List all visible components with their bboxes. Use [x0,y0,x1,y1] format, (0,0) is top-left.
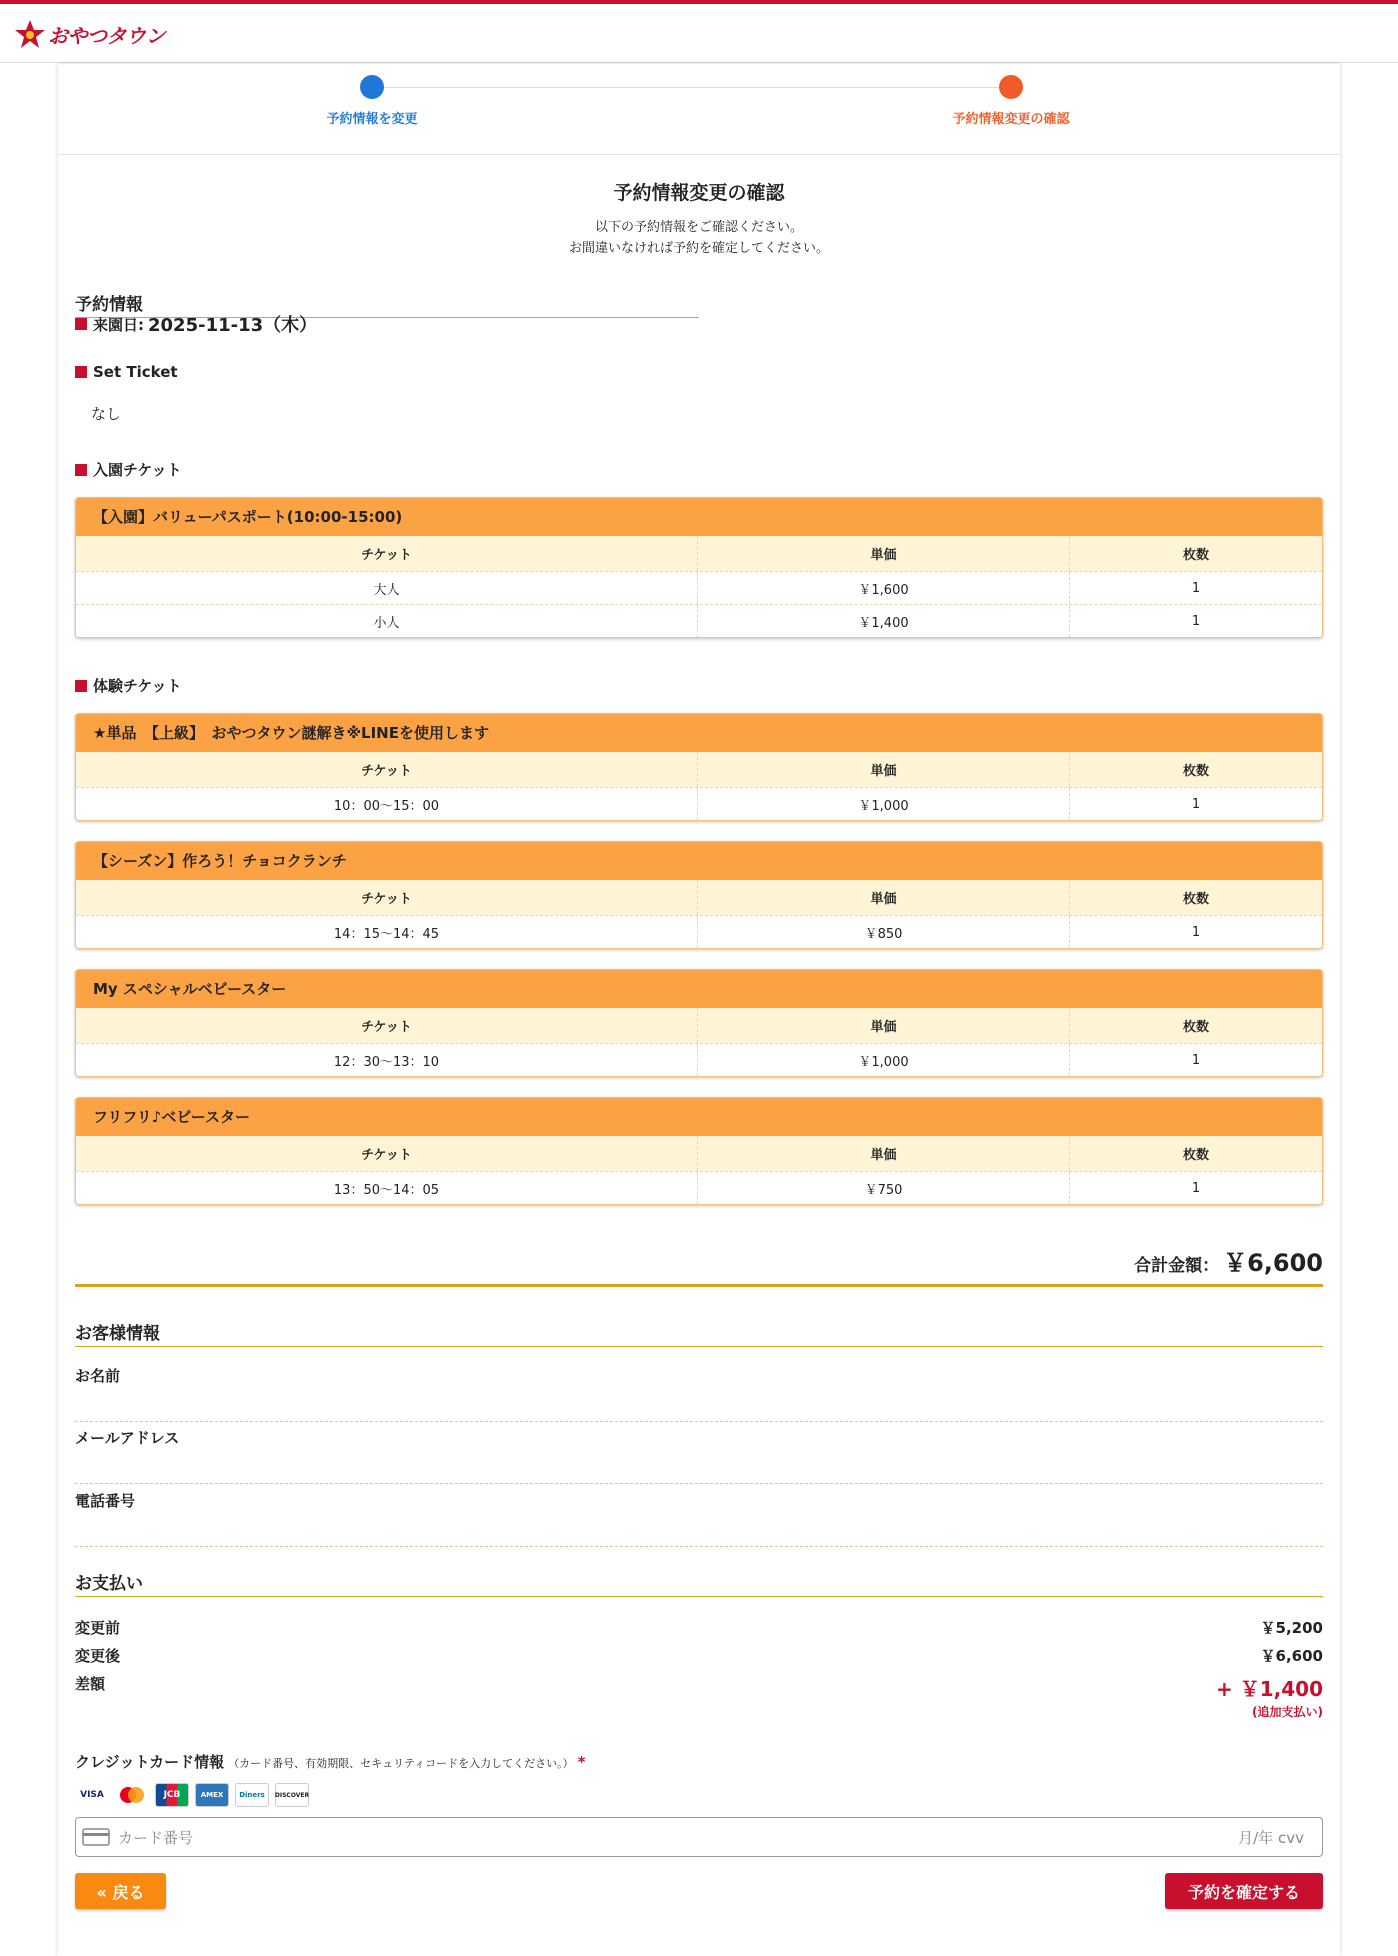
qty-cell: 1 [1191,580,1201,596]
bullet-square-icon [75,464,87,476]
set-ticket-label: Set Ticket [93,363,178,381]
price-cell: ￥750 [698,1172,1070,1204]
table-header-row [76,752,1322,787]
experience-table-4 [75,1097,1323,1205]
site-header [0,4,1398,63]
bullet-square-icon [75,680,87,692]
col-qty-header: 枚数 [1182,764,1209,779]
col-qty-header: 枚数 [1182,1020,1209,1035]
customer-heading: お客様情報 [75,1319,1323,1347]
price-cell: ￥1,000 [698,788,1070,820]
after-label: 変更後 [75,1647,121,1665]
phone-field [75,1490,1323,1547]
visit-date-value: 2025-11-13（木） [148,315,318,336]
total-label: 合計金額： [1134,1256,1220,1276]
subtitle-line-2: お間違いなければ予約を確定してください。 [568,241,829,256]
table-title: 【シーズン】作ろう！チョコクランチ [76,842,1322,880]
before-value: ￥5,200 [1260,1619,1323,1637]
payment-heading: お支払い [75,1569,1323,1597]
set-ticket-value: なし [91,405,122,423]
col-price-header: 単価 [698,1136,1070,1171]
table-title: My スペシャルベビースター [76,970,1322,1008]
qty-cell: 1 [1191,1180,1201,1196]
discover-icon: DISCOVER [275,1783,309,1807]
col-ticket-header: チケット [76,1008,698,1043]
ticket-cell: 14：15～14：45 [76,916,698,948]
diff-note: (追加支払い) [1252,1705,1323,1719]
qty-cell: 1 [1191,796,1201,812]
total-value: ￥6,600 [1223,1249,1323,1277]
ticket-cell: 12：30～13：10 [76,1044,698,1076]
credit-card-note: （カード番号、有効期限、セキュリティコードを入力してください。） [228,1757,574,1770]
step-2-label: 予約情報変更の確認 [952,112,1070,127]
step-connector [372,87,1012,88]
reservation-heading: 予約情報 [75,290,699,318]
entry-ticket-label: 入園チケット [93,461,182,479]
email-field [75,1427,1323,1484]
table-header-row [76,1008,1322,1043]
ticket-cell: 大人 [76,572,698,604]
star-logo-icon [14,18,46,50]
entry-ticket-row [75,459,182,480]
qty-cell: 1 [1191,613,1201,629]
visit-date-label: 来園日: [93,315,144,334]
expiry-cvv-placeholder[interactable]: 月/年 cvv [1238,1828,1304,1847]
table-row [76,571,1322,604]
back-button[interactable]: « 戻る [75,1873,166,1909]
credit-card-label [75,1751,585,1772]
col-ticket-header: チケット [76,1136,698,1171]
after-value: ￥6,600 [1260,1647,1323,1665]
bullet-square-icon [75,366,87,378]
table-row [76,1043,1322,1076]
col-qty-header: 枚数 [1182,548,1209,563]
before-change-row [75,1617,1323,1638]
brand-logo[interactable] [14,18,165,50]
required-mark: * [577,1753,586,1771]
ticket-cell: 小人 [76,605,698,637]
confirm-reservation-button[interactable]: 予約を確定する [1165,1873,1323,1909]
col-qty-header: 枚数 [1182,1148,1209,1163]
col-price-header: 単価 [698,752,1070,787]
table-row [76,915,1322,948]
price-cell: ￥1,000 [698,1044,1070,1076]
page-title: 予約情報変更の確認 [613,182,785,204]
visa-icon: VISA [75,1783,109,1807]
col-price-header: 単価 [698,880,1070,915]
table-header-row [76,880,1322,915]
col-price-header: 単価 [698,1008,1070,1043]
confirmation-panel [58,64,1340,1956]
experience-table-3 [75,969,1323,1077]
table-header-row [76,536,1322,571]
table-row [76,787,1322,820]
step-1-dot [360,75,384,99]
col-qty-header: 枚数 [1182,892,1209,907]
qty-cell: 1 [1191,924,1201,940]
jcb-icon: JCB [155,1783,189,1807]
table-header-row [76,1136,1322,1171]
table-row [76,604,1322,637]
qty-cell: 1 [1191,1052,1201,1068]
visit-date-row [75,311,317,337]
col-ticket-header: チケット [76,752,698,787]
step-1-label: 予約情報を変更 [326,112,418,127]
name-label: お名前 [75,1367,121,1385]
table-title: フリフリ♪ベビースター [76,1098,1322,1136]
mastercard-icon [115,1783,149,1807]
set-ticket-row [75,363,178,381]
bullet-square-icon [75,318,87,330]
subtitle-line-1: 以下の予約情報をご確認ください。 [594,220,803,235]
before-label: 変更前 [75,1619,121,1637]
difference-row [75,1673,1323,1723]
credit-card-title: クレジットカード情報 [75,1753,225,1771]
page-subtitle [75,217,1323,259]
col-ticket-header: チケット [76,880,698,915]
price-cell: ￥1,400 [698,605,1070,637]
brand-name: おやつタウン [48,23,165,48]
experience-table-1 [75,713,1323,821]
card-brand-list [75,1783,309,1807]
email-label: メールアドレス [75,1429,180,1447]
col-ticket-header: チケット [76,536,698,571]
table-title: 【入園】バリューパスポート(10:00-15:00) [76,498,1322,536]
price-cell: ￥1,600 [698,572,1070,604]
experience-ticket-row [75,675,182,696]
col-price-header: 単価 [698,536,1070,571]
table-title: ★単品 【上級】 おやつタウン謎解き※LINEを使用します [76,714,1322,752]
ticket-cell: 13：50～14：05 [76,1172,698,1204]
progress-steps [58,64,1340,155]
diners-icon: Diners [235,1783,269,1807]
credit-card-icon [82,1827,110,1847]
amex-icon: AMEX [195,1783,229,1807]
price-cell: ￥850 [698,916,1070,948]
card-number-placeholder: カード番号 [118,1828,194,1847]
ticket-cell: 10：00～15：00 [76,788,698,820]
phone-label: 電話番号 [75,1492,136,1510]
step-2-dot [999,75,1023,99]
experience-table-2 [75,841,1323,949]
total-amount [75,1243,1323,1287]
table-row [76,1171,1322,1204]
entry-ticket-table [75,497,1323,638]
name-field [75,1365,1323,1422]
card-number-input[interactable] [75,1817,1323,1857]
experience-ticket-label: 体験チケット [93,677,182,695]
after-change-row [75,1645,1323,1666]
diff-label: 差額 [75,1675,106,1693]
diff-value: + ￥1,400 [1216,1677,1323,1701]
